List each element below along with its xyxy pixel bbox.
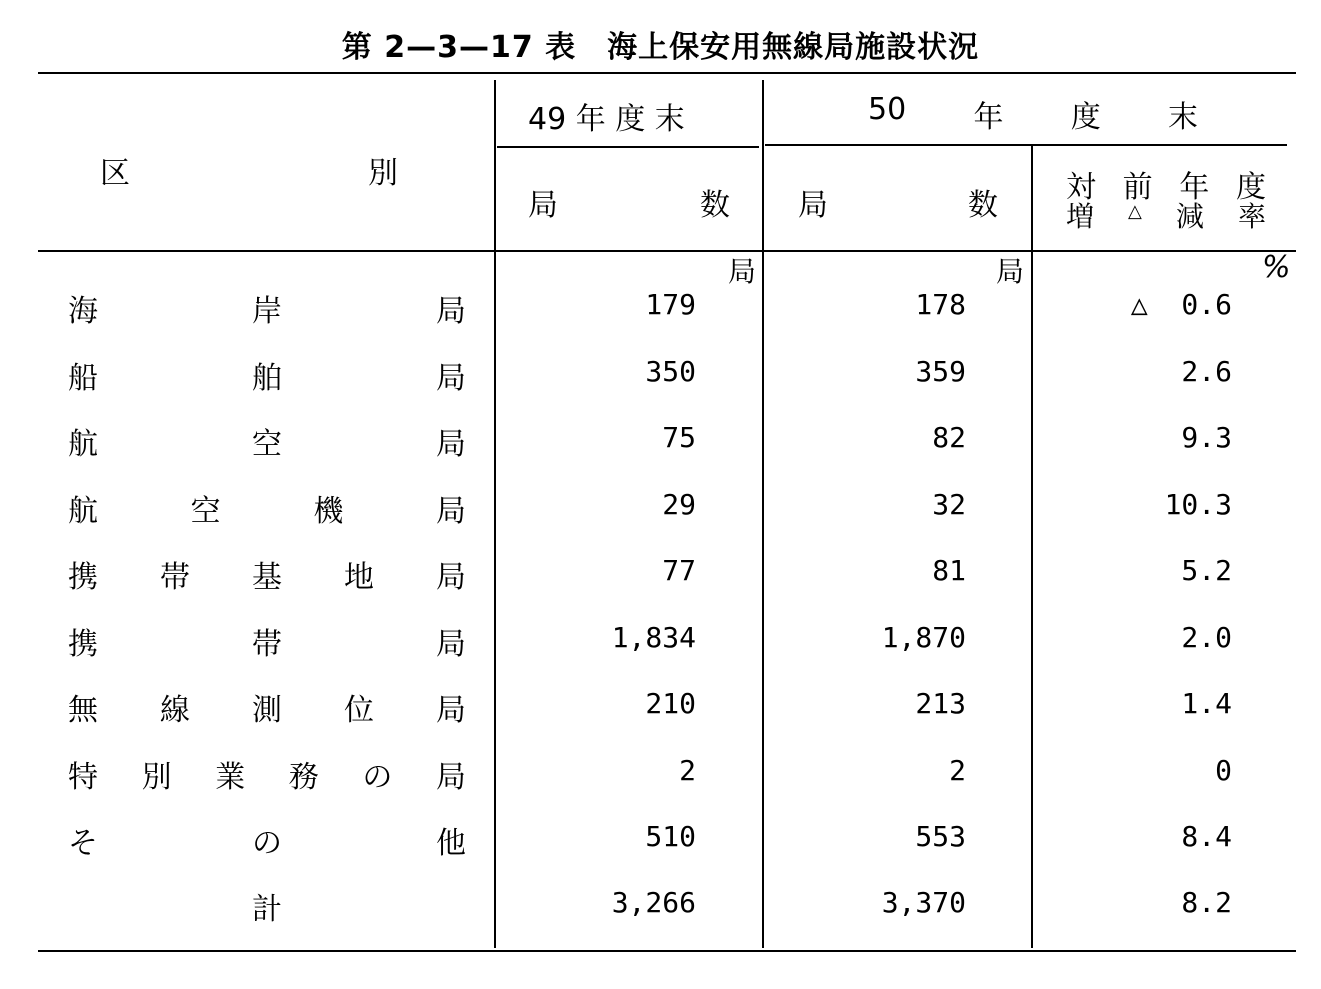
unit-fy50: 局	[996, 255, 1025, 288]
cell-fy50: 178	[915, 288, 966, 321]
cell-change: 1.4	[1181, 687, 1232, 720]
table-row	[0, 738, 1321, 804]
header-fy49: 49 年 度 末	[528, 102, 685, 137]
table-row	[0, 472, 1321, 538]
cell-fy50: 2	[949, 753, 966, 787]
row-label: 海 岸 局	[68, 294, 466, 329]
table-title: 第 2—3—17 表 海上保安用無線局施設状況	[341, 30, 980, 65]
row-label: 無 線 測 位 局	[68, 693, 466, 728]
header-fy49-stations: 局 数	[528, 188, 730, 223]
row-label: 特 別 業 務 の 局	[68, 759, 466, 795]
header-divider-fy50	[765, 144, 1287, 146]
cell-change: 2.6	[1181, 354, 1232, 388]
cell-fy50: 553	[915, 820, 966, 853]
cell-fy49: 179	[645, 288, 696, 321]
cell-change: 9.3	[1181, 421, 1232, 454]
cell-change: 5.2	[1181, 554, 1232, 587]
cell-change: 2.0	[1181, 620, 1232, 654]
unit-fy49: 局	[728, 255, 757, 288]
total-fy50: 3,370	[881, 886, 966, 919]
row-label: 航 空 局	[68, 427, 466, 462]
cell-fy50: 32	[932, 487, 966, 521]
header-fy50-stations: 局 数	[798, 188, 998, 223]
total-fy49: 3,266	[611, 886, 696, 919]
cell-fy50: 359	[915, 354, 966, 388]
cell-fy50: 213	[915, 687, 966, 720]
header-change-line1: 対 前 年 度	[1066, 170, 1266, 205]
row-label: そ の 他	[68, 826, 466, 861]
cell-fy49: 29	[662, 487, 696, 521]
header-bottom-rule	[38, 250, 1296, 252]
cell-fy50: 1,870	[881, 620, 966, 654]
table-row	[0, 671, 1321, 737]
cell-fy49: 75	[662, 421, 696, 454]
cell-fy49: 77	[662, 554, 696, 587]
row-label: 携 帯 局	[68, 626, 466, 662]
cell-fy49: 1,834	[611, 620, 696, 654]
cell-change: 10.3	[1164, 487, 1232, 521]
cell-fy50: 82	[932, 421, 966, 454]
row-label: 携 帯 基 地 局	[68, 560, 466, 595]
table-row	[0, 272, 1321, 338]
table-row	[0, 339, 1321, 405]
unit-change: %	[1262, 250, 1291, 285]
header-change-line2: 増 △ 減 率	[1066, 200, 1266, 233]
cell-fy49: 510	[645, 820, 696, 853]
cell-fy49: 2	[679, 753, 696, 787]
cell-change: △ 0.6	[1130, 288, 1232, 321]
table-row	[0, 605, 1321, 671]
header-fy50: 50 年 度 末	[868, 92, 1198, 135]
cell-change: 0	[1215, 753, 1232, 787]
table-row	[0, 804, 1321, 870]
cell-change: 8.4	[1181, 820, 1232, 853]
row-label: 航 空 機 局	[68, 493, 466, 529]
total-row	[0, 870, 1321, 936]
cell-fy49: 350	[645, 354, 696, 388]
cell-fy49: 210	[645, 687, 696, 720]
header-divider-fy49	[497, 146, 759, 148]
row-label: 船 舶 局	[68, 360, 466, 396]
total-label: 計	[252, 892, 282, 927]
total-change: 8.2	[1181, 886, 1232, 919]
table-row	[0, 405, 1321, 471]
bottom-rule	[38, 950, 1296, 952]
cell-fy50: 81	[932, 554, 966, 587]
table-row	[0, 538, 1321, 604]
header-category: 区 別	[100, 156, 398, 191]
top-rule	[38, 72, 1296, 74]
